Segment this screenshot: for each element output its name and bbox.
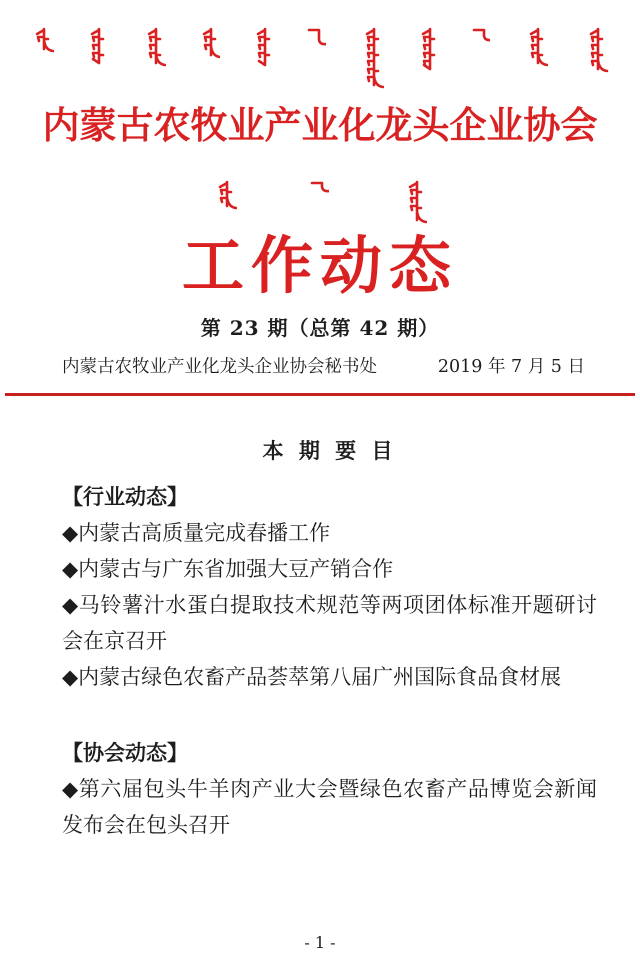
mongolian-word	[472, 25, 490, 43]
mongolian-script-row-top	[0, 25, 640, 91]
issue-number-line: 第 23 期（总第 42 期）	[200, 316, 440, 340]
mongolian-word	[198, 25, 220, 61]
mongolian-word	[213, 178, 237, 212]
table-of-contents	[62, 436, 597, 843]
mongolian-word	[416, 25, 440, 75]
diamond-bullet-icon: ◆	[62, 521, 79, 545]
publish-date: 2019 年 7 月 5 日	[437, 357, 585, 377]
toc-item	[62, 587, 597, 659]
section-title-industry: 【行业动态】	[62, 485, 188, 509]
mongolian-word	[309, 178, 329, 194]
diamond-bullet-icon: ◆	[62, 665, 79, 689]
toc-item-text: 马铃薯汁水蛋白提取技术规范等两项团体标准开题研讨会在京召开	[62, 593, 598, 653]
mongolian-word	[86, 25, 108, 69]
section-industry-news	[62, 479, 597, 695]
toc-item	[62, 551, 597, 587]
mongolian-word	[140, 25, 166, 69]
diamond-bullet-icon: ◆	[62, 777, 79, 801]
page-number: - 1 -	[304, 933, 336, 952]
toc-item	[62, 771, 597, 843]
diamond-bullet-icon: ◆	[62, 557, 79, 581]
mongolian-word	[306, 25, 326, 47]
mongolian-word	[30, 25, 54, 55]
section-title-association: 【协会动态】	[62, 741, 188, 765]
diamond-bullet-icon: ◆	[62, 593, 79, 617]
toc-item-text: 第六届包头牛羊肉产业大会暨绿色农畜产品博览会新闻发布会在包头召开	[62, 777, 598, 837]
mongolian-word	[401, 178, 427, 226]
toc-item-text: 内蒙古绿色农畜产品荟萃第八届广州国际食品食材展	[78, 665, 562, 689]
org-title: 内蒙古农牧业产业化龙头企业协会	[42, 103, 598, 147]
section-association-news	[62, 735, 597, 843]
mongolian-word	[358, 25, 384, 91]
toc-heading: 本 期 要 目	[262, 439, 397, 463]
toc-body	[62, 479, 597, 843]
mongolian-word	[580, 25, 610, 75]
toc-item-text: 内蒙古高质量完成春播工作	[78, 521, 331, 545]
masthead	[0, 0, 640, 396]
toc-item	[62, 515, 597, 551]
mongolian-script-row-sub	[0, 178, 640, 226]
mongolian-word	[522, 25, 548, 69]
publisher-row	[62, 356, 585, 379]
publisher: 内蒙古农牧业产业化龙头企业协会秘书处	[62, 357, 377, 377]
mongolian-word	[252, 25, 274, 71]
masthead-divider	[5, 393, 635, 396]
toc-item-text: 内蒙古与广东省加强大豆产销合作	[78, 557, 394, 581]
page-footer	[0, 934, 640, 952]
toc-item	[62, 659, 597, 695]
bulletin-title: 工作动态	[181, 229, 458, 302]
